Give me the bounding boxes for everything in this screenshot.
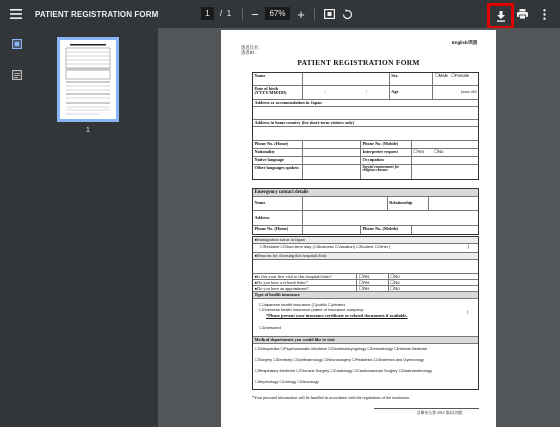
address-japan-label: Address or accommodation in Japan	[254, 100, 322, 105]
overseas-insurance-option[interactable]: ☐Overseas health insurance (name of insurance company:	[259, 307, 364, 312]
toolbar-divider	[242, 8, 243, 20]
phone-mobile-field[interactable]	[412, 141, 478, 148]
address-home-label: Address in home country (for short-term visitors only)	[254, 120, 355, 125]
pdf-page	[221, 30, 496, 427]
thumbnails-view-icon[interactable]	[9, 36, 25, 52]
emergency-phone-home-label: Phone No. (Home)	[253, 226, 303, 234]
native-language-field[interactable]	[303, 157, 361, 164]
other-languages-label: Other languages spoken	[253, 165, 303, 179]
appointment-yes[interactable]: ☐Yes	[357, 286, 389, 291]
page-total: 1	[226, 9, 232, 18]
appointment-no[interactable]: ☐No	[390, 286, 400, 291]
rotate-icon[interactable]	[340, 6, 354, 22]
relationship-label: Relationship	[388, 197, 430, 210]
pdf-toolbar	[0, 0, 560, 28]
language-label: English/英語	[452, 40, 478, 45]
patient-info-table	[252, 72, 479, 180]
zoom-out-button[interactable]: −	[251, 6, 259, 22]
nationality-field[interactable]	[303, 149, 361, 156]
overseas-insurance-paren: )	[467, 309, 469, 314]
dob-label: Date of birth (YYYY/MM/DD)	[253, 86, 303, 99]
emergency-address-label: Address	[253, 211, 303, 225]
immigration-options[interactable]: ☐Resident ☐Short-term stay (☐Business ☐Vacation) ☐Student ☐Other (	[260, 244, 391, 249]
insurance-note: *Please present your insurance certificate or related documents if available.	[266, 313, 408, 318]
other-languages-field[interactable]	[303, 165, 361, 179]
insurance-header: Type of health insurance	[254, 292, 300, 297]
departments-row-1[interactable]: ☐Orthopedics ☐Psychosomatic Medicine ☐Otorhinolaryngology ☐Dermatology ☐Internal Medicine	[255, 346, 428, 351]
document-title: PATIENT REGISTRATION FORM	[35, 9, 159, 19]
departments-row-4[interactable]: ☐Nephrology ☐Urology ☐Neurology	[255, 379, 319, 384]
page-thumbnail[interactable]	[57, 37, 119, 122]
phone-home-field[interactable]	[303, 141, 361, 148]
age-label: Age	[390, 86, 434, 99]
download-button[interactable]	[487, 3, 514, 29]
emergency-phone-mobile-field[interactable]	[412, 226, 478, 234]
first-visit-no[interactable]: ☐No	[390, 274, 400, 279]
zoom-level-input[interactable]: 67%	[265, 7, 290, 20]
departments-row-3[interactable]: ☐Respiratory Medicine ☐Thoracic Surgery ☐Cardiology ☐Cardiovascular Surgery ☐Gastroenterology	[255, 368, 433, 373]
menu-icon[interactable]	[8, 6, 24, 22]
patient-name-label: 患者氏名：	[241, 45, 263, 50]
immigration-header: ●Immigration status in Japan	[254, 237, 305, 242]
name-field[interactable]	[303, 73, 390, 85]
interpreter-label: Interpreter request	[361, 149, 412, 156]
name-label: Name	[253, 73, 303, 85]
reasons-field[interactable]	[253, 260, 478, 274]
dob-separator: /	[324, 89, 326, 95]
page-number-input[interactable]: 1	[201, 7, 214, 20]
outline-view-icon[interactable]	[9, 67, 25, 83]
dob-field[interactable]	[303, 86, 390, 99]
emergency-contact-table	[252, 188, 479, 235]
dob-separator: /	[365, 89, 368, 95]
form-id-footer: 診療申込書 2014 第2次初版	[417, 411, 463, 415]
address-japan-field[interactable]	[253, 107, 478, 120]
uninsured-option[interactable]: ☐Uninsured	[259, 325, 281, 330]
patient-id-label: 患者ID：	[241, 50, 259, 55]
departments-header: Medical departments you would like to visit	[254, 337, 335, 342]
print-icon[interactable]	[515, 6, 529, 22]
page-separator: /	[219, 9, 223, 18]
fit-to-page-icon[interactable]	[322, 6, 336, 22]
first-visit-yes[interactable]: ☐Yes	[357, 274, 389, 279]
sex-label: Sex	[390, 73, 434, 85]
phone-home-label: Phone No. (Home)	[253, 141, 303, 148]
footer-divider	[374, 408, 479, 409]
reasons-label: ●Reasons for choosing this hospital/clinic	[254, 253, 327, 258]
thumbnail-sidebar	[0, 28, 158, 427]
thumbnail-preview	[60, 40, 116, 119]
thumbnail-page-label: 1	[86, 126, 90, 134]
native-language-label: Native language	[253, 157, 303, 164]
departments-row-2[interactable]: ☐Surgery ☐Dentistry ☐Ophthalmology ☐Neurosurgery ☐Pediatrics ☐Obstetrics and Gynecology	[255, 357, 424, 362]
emergency-phone-mobile-label: Phone No. (Mobile)	[361, 226, 412, 234]
male-checkbox[interactable]: ☐Male	[434, 73, 449, 78]
appointment-question: ●Do you have an appointment?	[253, 286, 357, 291]
nationality-label: Nationality	[253, 149, 303, 156]
immigration-paren: )	[467, 244, 470, 249]
address-home-field[interactable]	[253, 127, 478, 141]
relationship-field[interactable]	[429, 197, 478, 210]
document-viewport	[158, 28, 560, 427]
interpreter-no-checkbox[interactable]: ☐No	[433, 149, 444, 154]
visit-info-table	[252, 236, 479, 390]
special-requirements-label: Special requirements for religious reasons	[361, 165, 412, 179]
occupation-field[interactable]	[412, 157, 478, 164]
years-old-label: years old	[460, 89, 477, 95]
emergency-address-field[interactable]	[303, 211, 478, 225]
female-checkbox[interactable]: ☐Female	[451, 73, 470, 78]
occupation-label: Occupation	[361, 157, 412, 164]
emergency-header: Emergency contact details	[254, 189, 309, 195]
emergency-name-field[interactable]	[303, 197, 388, 210]
emergency-phone-home-field[interactable]	[303, 226, 361, 234]
emergency-name-label: Name	[253, 197, 303, 210]
toolbar-divider	[314, 8, 315, 20]
interpreter-yes-checkbox[interactable]: ☐Yes	[413, 149, 424, 154]
referral-no[interactable]: ☐No	[390, 280, 400, 285]
zoom-in-button[interactable]: +	[297, 6, 305, 22]
phone-mobile-label: Phone No. (Mobile)	[361, 141, 412, 148]
age-field[interactable]	[433, 86, 478, 99]
first-visit-question: ●Is this your first visit to this hospital/clinic?	[253, 274, 357, 279]
more-options-icon[interactable]	[537, 6, 551, 22]
privacy-footer-note: *Your personal information will be handled in accordance with the regulations of the institution.	[252, 395, 410, 400]
japanese-insurance-option[interactable]: ☐Japanese health insurance (☐public ☐private)	[259, 302, 345, 307]
form-title: PATIENT REGISTRATION FORM	[297, 58, 420, 67]
referral-yes[interactable]: ☐Yes	[357, 280, 389, 285]
referral-question: ●Do you have a referral letter?	[253, 280, 357, 285]
special-requirements-field[interactable]	[412, 165, 478, 179]
